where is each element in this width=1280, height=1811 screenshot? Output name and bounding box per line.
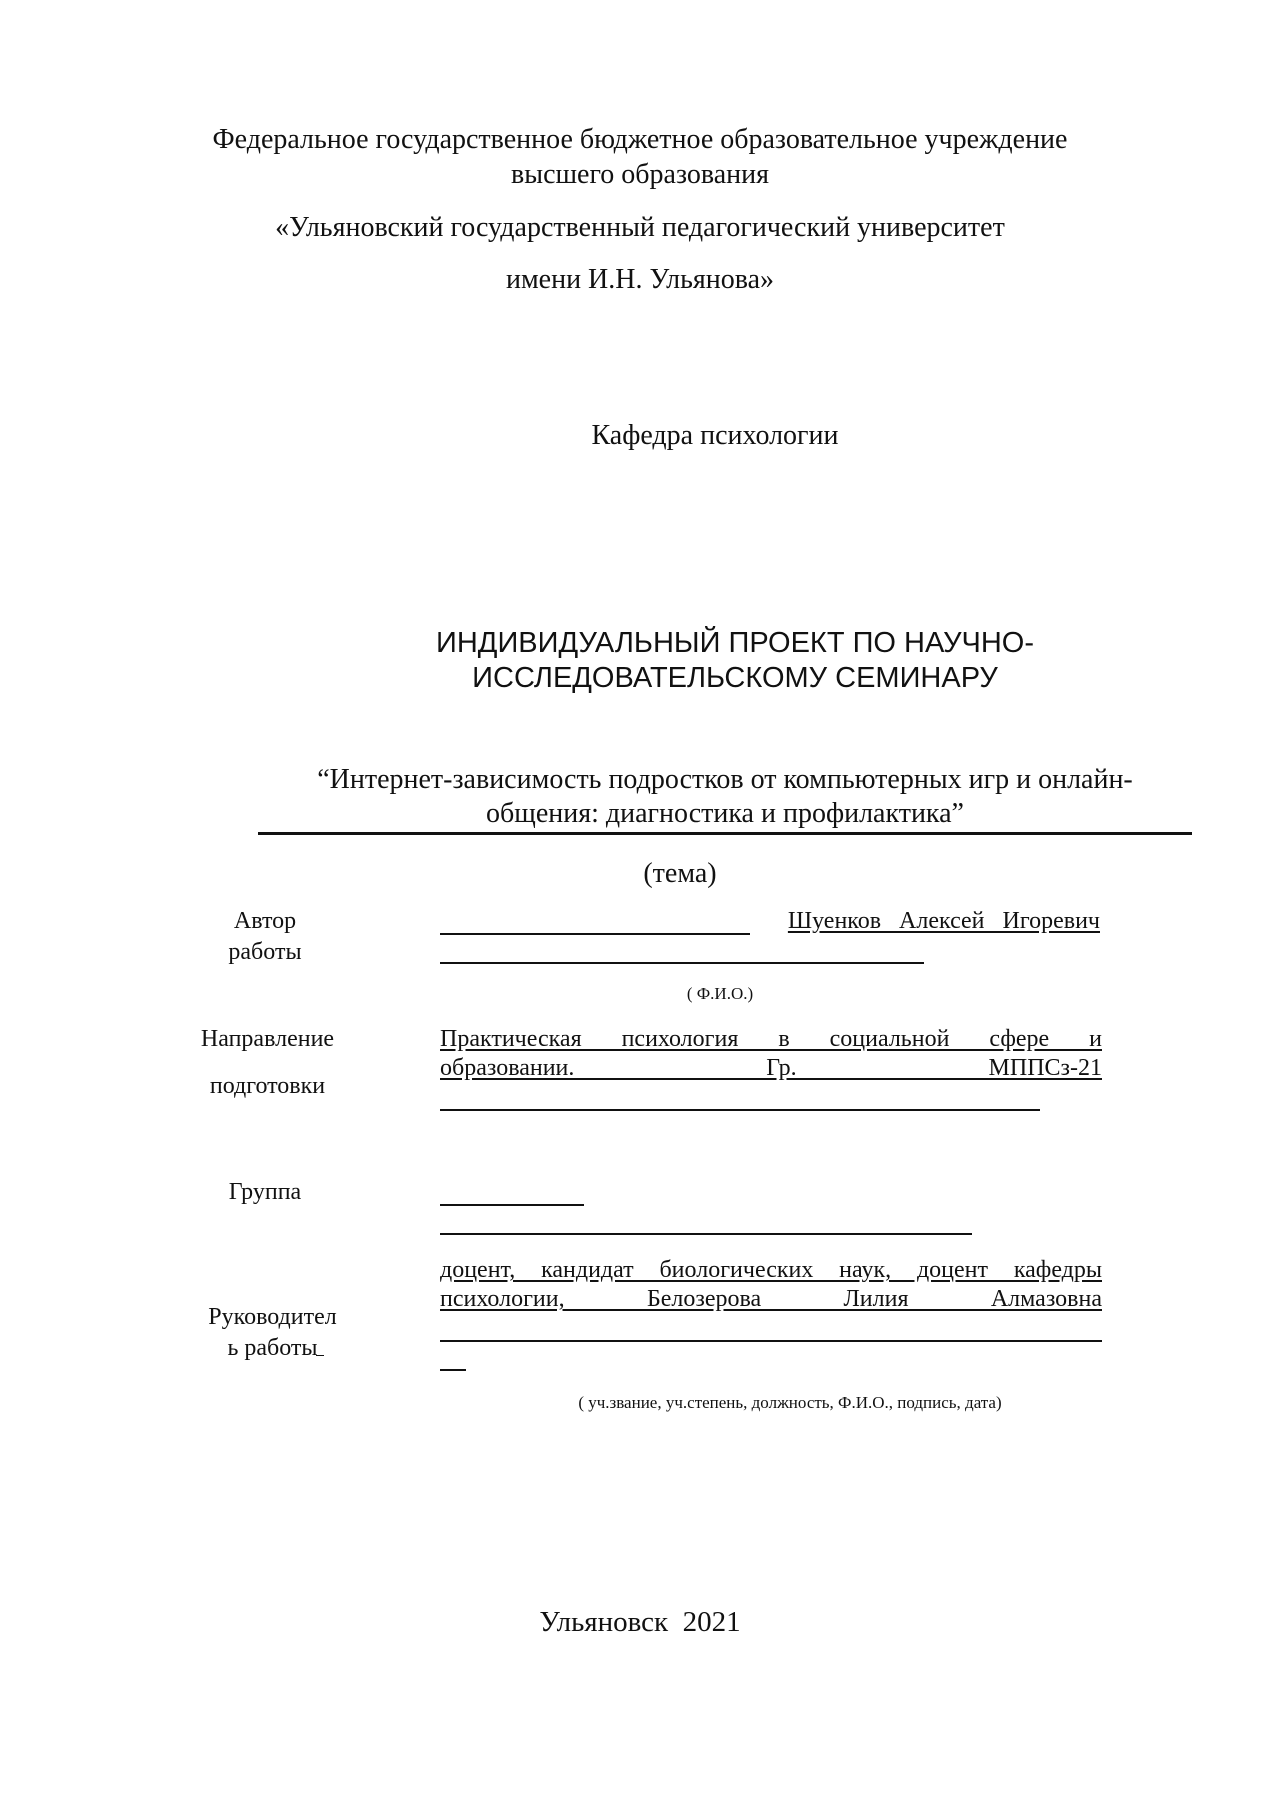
direction-label-2: подготовки xyxy=(209,1073,326,1099)
department: Кафедра психологии xyxy=(591,420,839,451)
supervisor-caption: ( уч.звание, уч.степень, должность, Ф.И.О., подпись, дата) xyxy=(578,1393,1002,1412)
group-line-2 xyxy=(440,1233,972,1235)
direction-label-1: Направление xyxy=(200,1026,335,1052)
author-line-2 xyxy=(440,962,924,964)
city-year: Ульяновск 2021 xyxy=(539,1606,741,1638)
project-title xyxy=(320,626,1150,696)
project-title-line-1: ИНДИВИДУАЛЬНЫЙ ПРОЕКТ ПО НАУЧНО- xyxy=(436,627,1034,659)
supervisor-label: Руководител ь работы xyxy=(208,1304,337,1361)
direction-value-line-2: образовании. Гр. МППСз-21 xyxy=(440,1055,1102,1081)
institution-header xyxy=(180,122,1100,192)
topic-line-1: “Интернет-зависимость подростков от компьютерных игр и онлайн- xyxy=(317,764,1133,795)
institution-line-2: высшего образования xyxy=(511,159,769,190)
supervisor-value-line-1: доцент, кандидат биологических наук, доцент кафедры xyxy=(440,1257,1102,1283)
author-label: Автор работы xyxy=(228,908,302,965)
topic-caption: (тема) xyxy=(643,858,717,889)
direction-value-line-1: Практическая психология в социальной сфере и xyxy=(440,1026,1102,1052)
topic-line-2: общения: диагностика и профилактика” xyxy=(486,798,964,829)
institution-line-1: Федеральное государственное бюджетное образовательное учреждение xyxy=(212,124,1068,155)
university-name: «Ульяновский государственный педагогический университет xyxy=(275,212,1005,243)
project-title-line-2: ИССЛЕДОВАТЕЛЬСКОМУ СЕМИНАРУ xyxy=(472,662,998,694)
direction-line xyxy=(440,1109,1040,1111)
author-name: Шуенков Алексей Игоревич xyxy=(787,908,1100,934)
group-label: Группа xyxy=(228,1179,302,1205)
supervisor-value-line-2: психологии, Белозерова Лилия Алмазовна xyxy=(440,1286,1102,1312)
author-line-lead xyxy=(440,933,750,935)
topic-underline xyxy=(258,832,1192,835)
group-line-1 xyxy=(440,1204,584,1206)
supervisor-line-1 xyxy=(440,1340,1102,1342)
supervisor-label-underline xyxy=(316,1355,324,1356)
university-name-continued: имени И.Н. Ульянова» xyxy=(505,264,775,295)
topic xyxy=(255,763,1195,831)
author-caption: ( Ф.И.О.) xyxy=(686,984,754,1003)
supervisor-line-2 xyxy=(440,1369,466,1371)
